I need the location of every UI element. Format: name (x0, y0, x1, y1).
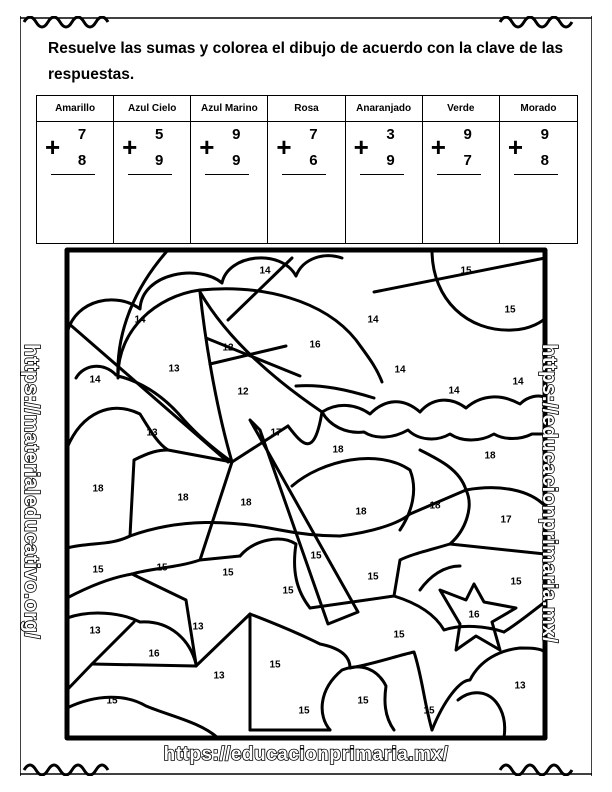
region-number: 15 (310, 550, 322, 562)
region-number: 13 (89, 625, 101, 637)
watermark-bottom-url[interactable]: https://educacionprimaria.mx/ (163, 744, 449, 765)
key-color-azul-cielo: Azul Cielo (114, 96, 191, 122)
region-number: 14 (448, 385, 460, 397)
region-number: 13 (213, 670, 225, 682)
plus-icon: + (353, 132, 369, 162)
region-number: 14 (89, 374, 101, 386)
watermark-right-url[interactable]: https://educacionprimaria.mx/ (538, 344, 560, 644)
region-number: 16 (148, 648, 160, 660)
region-number: 18 (177, 492, 189, 504)
plus-icon: + (122, 132, 138, 162)
region-number: 14 (394, 364, 406, 376)
addend-bottom: 9 (232, 152, 241, 169)
region-number: 12 (222, 342, 234, 354)
addend-bottom: 7 (463, 152, 472, 169)
key-color-amarillo: Amarillo (37, 96, 114, 122)
region-number: 15 (510, 576, 522, 588)
plus-icon: + (199, 132, 215, 162)
addend-bottom: 6 (309, 152, 318, 169)
plus-icon: + (430, 132, 446, 162)
region-number: 15 (92, 564, 104, 576)
region-number: 15 (222, 567, 234, 579)
key-color-anaranjado: Anaranjado (346, 96, 423, 122)
region-number: 15 (423, 705, 435, 717)
addend-top: 9 (540, 126, 550, 143)
region-number: 13 (168, 363, 180, 375)
region-number: 16 (468, 609, 480, 621)
region-number: 14 (367, 314, 379, 326)
region-number: 18 (92, 483, 104, 495)
addend-bottom: 9 (154, 152, 164, 169)
region-number: 16 (309, 339, 321, 351)
key-color-rosa: Rosa (268, 96, 345, 122)
addend-bottom: 8 (540, 152, 550, 169)
region-number: 13 (146, 427, 158, 439)
addend-bottom: 8 (77, 152, 87, 169)
region-number: 18 (429, 500, 441, 512)
region-number: 15 (460, 265, 472, 277)
watermark-left-url[interactable]: https://materialeducativo.org/ (20, 344, 42, 640)
region-number: 12 (237, 386, 249, 398)
region-number: 15 (106, 695, 118, 707)
region-number: 13 (514, 680, 526, 692)
region-number: 18 (355, 506, 367, 518)
addend-top: 7 (77, 126, 87, 143)
region-number: 15 (282, 585, 294, 597)
region-number: 15 (156, 562, 168, 574)
region-number: 14 (134, 314, 146, 326)
region-number: 18 (240, 497, 252, 509)
region-number: 14 (512, 376, 524, 388)
region-number: 15 (393, 629, 405, 641)
key-color-azul-marino: Azul Marino (191, 96, 268, 122)
addend-top: 7 (309, 126, 318, 143)
region-number: 15 (504, 304, 516, 316)
instructions-text: Resuelve las sumas y colorea el dibujo de acuerdo con la clave de las respuestas. (48, 40, 564, 83)
region-number: 15 (269, 659, 281, 671)
region-number: 15 (298, 705, 310, 717)
addend-bottom: 9 (386, 152, 395, 169)
region-number: 17 (270, 427, 282, 439)
addend-top: 3 (386, 126, 395, 143)
region-number: 13 (192, 621, 204, 633)
region-number: 15 (367, 571, 379, 583)
addend-top: 9 (463, 126, 472, 143)
region-number: 17 (500, 514, 512, 526)
region-number: 18 (332, 444, 344, 456)
region-number: 14 (259, 265, 271, 277)
key-color-verde: Verde (423, 96, 500, 122)
addend-top: 5 (154, 126, 164, 143)
region-number: 15 (357, 695, 369, 707)
plus-icon: + (45, 132, 61, 162)
plus-icon: + (276, 132, 292, 162)
addend-top: 9 (232, 126, 241, 143)
region-number: 18 (484, 450, 496, 462)
plus-icon: + (507, 132, 524, 162)
key-color-morado: Morado (500, 96, 577, 122)
